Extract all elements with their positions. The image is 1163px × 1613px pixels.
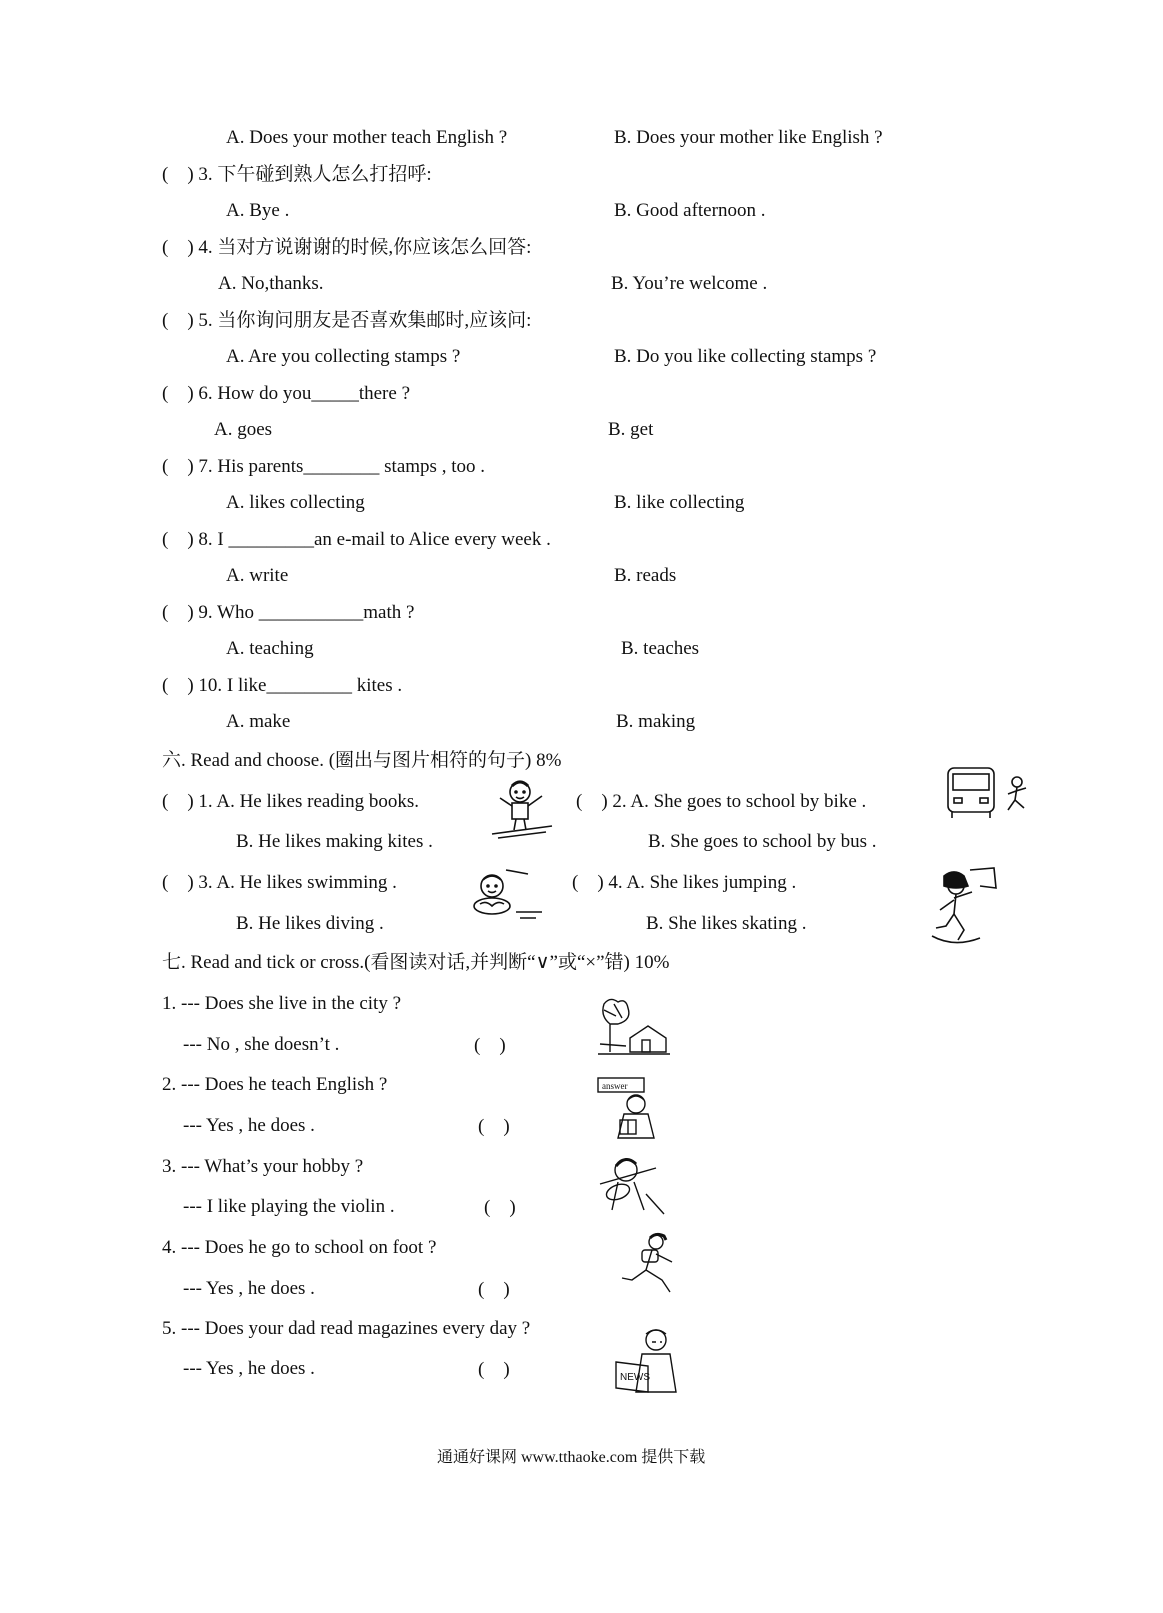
s5-q10-option-a: A. make: [226, 711, 291, 732]
s5-q6-option-b: B. get: [608, 419, 654, 440]
s7-item2-question: 2. --- Does he teach English ?: [162, 1074, 388, 1095]
s5-q7-option-b: B. like collecting: [614, 492, 745, 513]
s5-q3-option-b: B. Good afternoon .: [614, 200, 766, 221]
s5-q10-stem: ( ) 10. I like_________ kites .: [162, 675, 403, 696]
s6-q4-option-a: ( ) 4. A. She likes jumping .: [572, 872, 797, 893]
s5-q4-stem: ( ) 4. 当对方说谢谢的时候,你应该怎么回答:: [162, 237, 532, 258]
s6-q4-option-b: B. She likes skating .: [646, 913, 807, 934]
s5-q6-stem: ( ) 6. How do you_____there ?: [162, 383, 411, 404]
s5-q5-option-a: A. Are you collecting stamps ?: [226, 346, 461, 367]
s5-q8-option-b: B. reads: [614, 565, 677, 586]
countryside-house-icon: [596, 994, 672, 1058]
s7-item5-question: 5. --- Does your dad read magazines every day ?: [162, 1318, 531, 1339]
s7-item5-answer: --- Yes , he does .: [183, 1358, 315, 1379]
s5-q5-option-b: B. Do you like collecting stamps ?: [614, 346, 877, 367]
s5-q9-option-a: A. teaching: [226, 638, 314, 659]
s7-item3-answer-bracket[interactable]: ( ): [484, 1197, 516, 1218]
skating-girl-icon: [924, 866, 1004, 948]
teacher-board-text: answer: [602, 1081, 628, 1091]
boy-making-kite-icon: [490, 776, 554, 840]
s7-item4-answer-bracket[interactable]: ( ): [478, 1279, 510, 1300]
swimming-boy-icon: [466, 866, 546, 924]
s7-item1-answer-bracket[interactable]: ( ): [474, 1035, 506, 1056]
s5-q10-option-b: B. making: [616, 711, 696, 732]
s6-q1-option-b: B. He likes making kites .: [236, 831, 433, 852]
s5-q4-option-a: A. No,thanks.: [218, 273, 324, 294]
s6-q2-option-a: ( ) 2. A. She goes to school by bike .: [576, 791, 867, 812]
s5-q2-option-b: B. Does your mother like English ?: [614, 127, 883, 148]
s5-q9-option-b: B. teaches: [621, 638, 700, 659]
s5-q4-option-b: B. You’re welcome .: [611, 273, 768, 294]
s5-q8-stem: ( ) 8. I _________an e-mail to Alice every week .: [162, 529, 551, 550]
section6-title: 六. Read and choose. (圈出与图片相符的句子) 8%: [162, 750, 562, 771]
s7-item4-question: 4. --- Does he go to school on foot ?: [162, 1237, 437, 1258]
s5-q9-stem: ( ) 9. Who ___________math ?: [162, 602, 415, 623]
s7-item2-answer-bracket[interactable]: ( ): [478, 1116, 510, 1137]
s5-q8-option-a: A. write: [226, 565, 289, 586]
s7-item2-answer: --- Yes , he does .: [183, 1115, 315, 1136]
teacher-icon: [596, 1076, 668, 1140]
violin-boy-icon: [596, 1154, 670, 1216]
s5-q7-stem: ( ) 7. His parents________ stamps , too .: [162, 456, 485, 477]
s7-item1-answer: --- No , she doesn’t .: [183, 1034, 340, 1055]
s5-q3-stem: ( ) 3. 下午碰到熟人怎么打招呼:: [162, 164, 432, 185]
newspaper-text: NEWS: [620, 1372, 650, 1383]
footer-text: 通通好课网 www.tthaoke.com 提供下载: [437, 1449, 706, 1466]
s7-item5-answer-bracket[interactable]: ( ): [478, 1359, 510, 1380]
s7-item4-answer: --- Yes , he does .: [183, 1278, 315, 1299]
s5-q2-option-a: A. Does your mother teach English ?: [226, 127, 508, 148]
bus-and-runner-icon: [944, 764, 1032, 822]
s5-q3-option-a: A. Bye .: [226, 200, 290, 221]
s6-q1-option-a: ( ) 1. A. He likes reading books.: [162, 791, 419, 812]
s7-item3-question: 3. --- What’s your hobby ?: [162, 1156, 364, 1177]
s5-q5-stem: ( ) 5. 当你询问朋友是否喜欢集邮时,应该问:: [162, 310, 532, 331]
s5-q6-option-a: A. goes: [214, 419, 273, 440]
s7-item1-question: 1. --- Does she live in the city ?: [162, 993, 402, 1014]
s6-q3-option-b: B. He likes diving .: [236, 913, 384, 934]
section7-title: 七. Read and tick or cross.(看图读对话,并判断“∨”或“×”错) 10%: [162, 952, 670, 973]
man-reading-newspaper-icon: [612, 1326, 686, 1396]
s6-q3-option-a: ( ) 3. A. He likes swimming .: [162, 872, 397, 893]
walking-boy-icon: [612, 1232, 684, 1294]
s7-item3-answer: --- I like playing the violin .: [183, 1196, 395, 1217]
s5-q7-option-a: A. likes collecting: [226, 492, 365, 513]
s6-q2-option-b: B. She goes to school by bus .: [648, 831, 877, 852]
